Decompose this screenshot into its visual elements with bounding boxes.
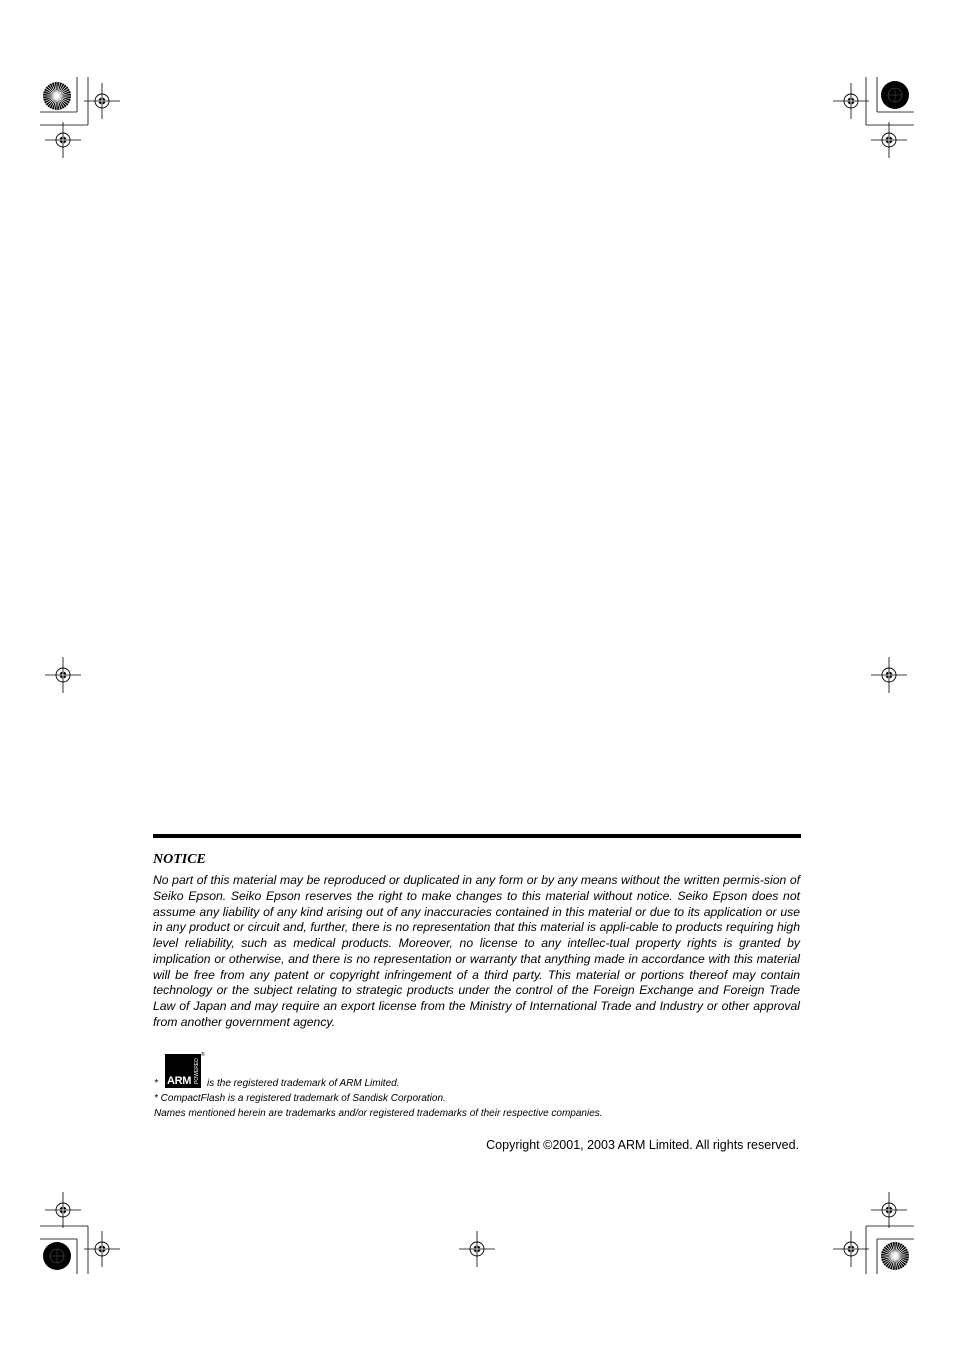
arm-trademark-text: is the registered trademark of ARM Limited.: [207, 1078, 400, 1089]
copyright-line: Copyright ©2001, 2003 ARM Limited. All rights reserved.: [486, 1138, 799, 1152]
names-trademark-line: Names mentioned herein are trademarks and/or registered trademarks of their respective companies.: [154, 1108, 603, 1119]
registration-mark-icon: [871, 122, 907, 158]
registration-mark-icon: [45, 1192, 81, 1228]
arm-logo-text: ARM: [167, 1075, 192, 1087]
starburst-target-icon: [881, 1242, 909, 1270]
registration-mark-icon: [871, 657, 907, 693]
arm-trademark-line: [154, 1078, 400, 1089]
arm-logo-side-text: POWERED: [194, 1058, 200, 1084]
solid-target-icon: [881, 81, 909, 109]
compactflash-trademark-line: * CompactFlash is a registered trademark of Sandisk Corporation.: [154, 1093, 446, 1104]
registration-mark-icon: [871, 1192, 907, 1228]
notice-divider-rule: [153, 834, 801, 838]
notice-body: No part of this material may be reproduced or duplicated in any form or by any means without the written permis-sion of Seiko Epson. Seiko Epson reserves the right to make changes to this material without notice. Seiko Epson does not assume any liability of any kind arising out of any inaccuracies contained in this material or due to its application or use in any product or circuit and, further, there is no representation that this material is appli-cable to products requiring high level reliability, such as medical products. Moreover, no license to any intellec-tual property rights is granted by implication or otherwise, and there is no representation or warranty that anything made in accordance with this material will be free from any patent or copyright infringement of a third party. This material or portions thereof may contain technology or the subject relating to strategic products under the control of the Foreign Exchange and Foreign Trade Law of Japan and may require an export license from the Ministry of International Trade and Industry or other approval from another government agency.: [153, 873, 800, 1029]
arm-logo-registered-mark: ®: [201, 1052, 205, 1058]
registration-mark-icon: [84, 83, 120, 119]
registration-mark-icon: [45, 122, 81, 158]
registration-mark-icon: [45, 657, 81, 693]
notice-heading: NOTICE: [153, 852, 206, 867]
registration-mark-icon: [833, 1231, 869, 1267]
starburst-target-icon: [43, 82, 71, 110]
registration-mark-icon: [833, 83, 869, 119]
solid-target-icon: [43, 1242, 71, 1270]
arm-powered-logo: [165, 1054, 201, 1088]
registration-mark-icon: [459, 1231, 495, 1267]
arm-trademark-bullet: *: [154, 1078, 158, 1089]
registration-mark-icon: [84, 1231, 120, 1267]
